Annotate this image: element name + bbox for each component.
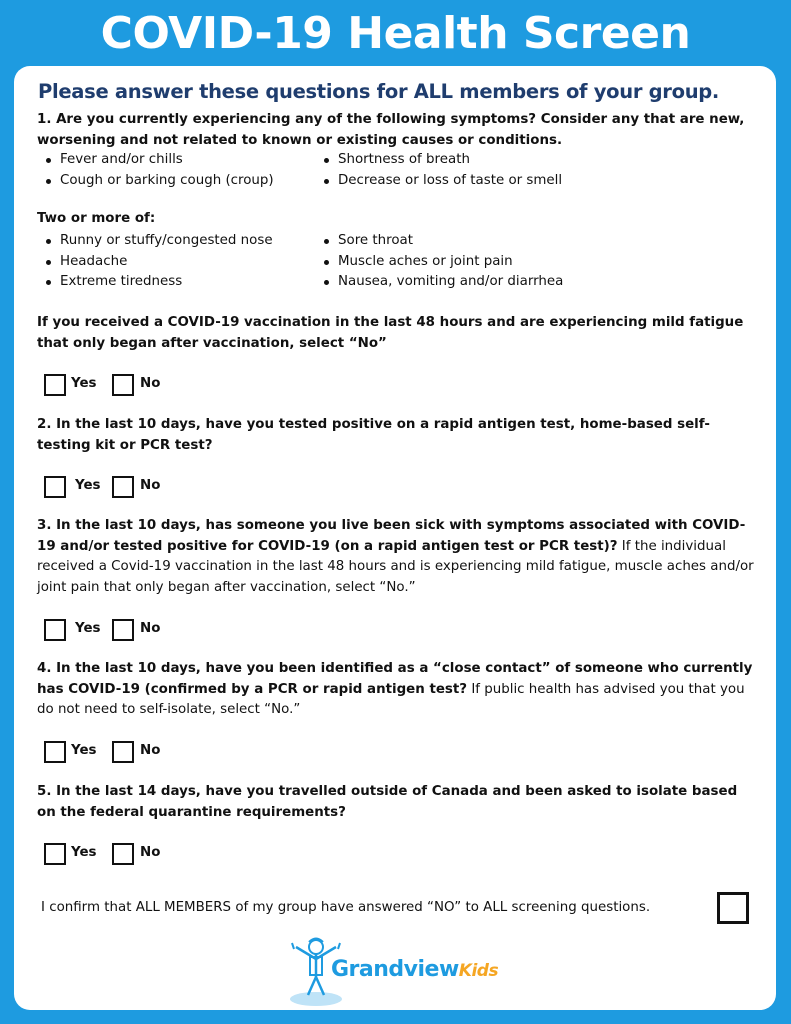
question-4-text: 4. In the last 10 days, have you been identified as a “close contact” of someone who currently has COVID-19 (confirmed by a PCR or rapid antigen test?: [37, 661, 753, 697]
two-or-more-label: Two or more of:: [37, 211, 156, 226]
question-3-note: If the individual received a Covid-19 vaccination in the last 48 hours and is experiencing mild fatigue, muscle aches and/or joint pain that only began after vaccination, select “No.”: [37, 538, 754, 595]
question-5: [37, 782, 755, 823]
q4-yes-checkbox[interactable]: [44, 741, 66, 763]
q3-no-checkbox[interactable]: [112, 619, 134, 641]
no-label: No: [140, 376, 161, 391]
no-label: No: [140, 478, 161, 493]
question-4: [37, 659, 755, 721]
question-3-text: 3. In the last 10 days, has someone you live been sick with symptoms associated with COVID-19 and/or tested positive for COVID-19 (on a rapid antigen test or PCR test)?: [37, 518, 746, 554]
q2-no-checkbox[interactable]: [112, 476, 134, 498]
question-4-note: If public health has advised you that you do not need to self-isolate, select “No.”: [37, 681, 745, 717]
q1-no-checkbox[interactable]: [112, 374, 134, 396]
q3-yes-checkbox[interactable]: [44, 619, 66, 641]
question-2: [37, 415, 755, 456]
logo-wordmark: [331, 957, 498, 982]
yes-label: Yes: [75, 478, 101, 493]
logo-name-main: Grandview: [331, 957, 459, 982]
q1-yes-checkbox[interactable]: [44, 374, 66, 396]
page-title: COVID-19 Health Screen: [100, 8, 691, 59]
symptom-list-left: [37, 150, 274, 191]
confirm-checkbox[interactable]: [717, 892, 749, 924]
question-1-text: 1. Are you currently experiencing any of the following symptoms? Consider any that are new, worsening and not related to known or existing causes or conditions.: [37, 112, 745, 148]
list-item: Fever and/or chills: [37, 150, 274, 171]
form-subtitle: Please answer these questions for ALL members of your group.: [38, 80, 720, 103]
q5-yes-checkbox[interactable]: [44, 843, 66, 865]
list-item: Shortness of breath: [315, 150, 562, 171]
list-item: Decrease or loss of taste or smell: [315, 171, 562, 192]
list-item: Muscle aches or joint pain: [315, 252, 563, 273]
confirm-statement: I confirm that ALL MEMBERS of my group have answered “NO” to ALL screening questions.: [41, 900, 651, 915]
q5-no-checkbox[interactable]: [112, 843, 134, 865]
list-item: Sore throat: [315, 231, 563, 252]
q4-no-checkbox[interactable]: [112, 741, 134, 763]
two-more-list-left: [37, 231, 273, 293]
question-5-text: 5. In the last 14 days, have you travelled outside of Canada and been asked to isolate based on the federal quarantine requirements?: [37, 784, 738, 820]
list-item: Runny or stuffy/congested nose: [37, 231, 273, 252]
yes-label: Yes: [71, 376, 97, 391]
yes-label: Yes: [71, 743, 97, 758]
question-2-text: 2. In the last 10 days, have you tested positive on a rapid antigen test, home-based self-testing kit or PCR test?: [37, 417, 710, 453]
two-more-list-right: [315, 231, 563, 293]
symptom-list-right: [315, 150, 562, 191]
q2-yes-checkbox[interactable]: [44, 476, 66, 498]
yes-label: Yes: [75, 621, 101, 636]
question-3: [37, 516, 755, 598]
vaccine-note: [37, 313, 755, 354]
no-label: No: [140, 621, 161, 636]
no-label: No: [140, 845, 161, 860]
question-1: [37, 110, 755, 151]
grandview-kids-logo: [286, 933, 516, 1008]
no-label: No: [140, 743, 161, 758]
list-item: Headache: [37, 252, 273, 273]
list-item: Extreme tiredness: [37, 272, 273, 293]
list-item: Nausea, vomiting and/or diarrhea: [315, 272, 563, 293]
list-item: Cough or barking cough (croup): [37, 171, 274, 192]
yes-label: Yes: [71, 845, 97, 860]
logo-name-accent: Kids: [458, 961, 499, 981]
vaccine-note-text: If you received a COVID-19 vaccination in the last 48 hours and are experiencing mild fatigue that only began after vaccination, select “No”: [37, 315, 744, 351]
